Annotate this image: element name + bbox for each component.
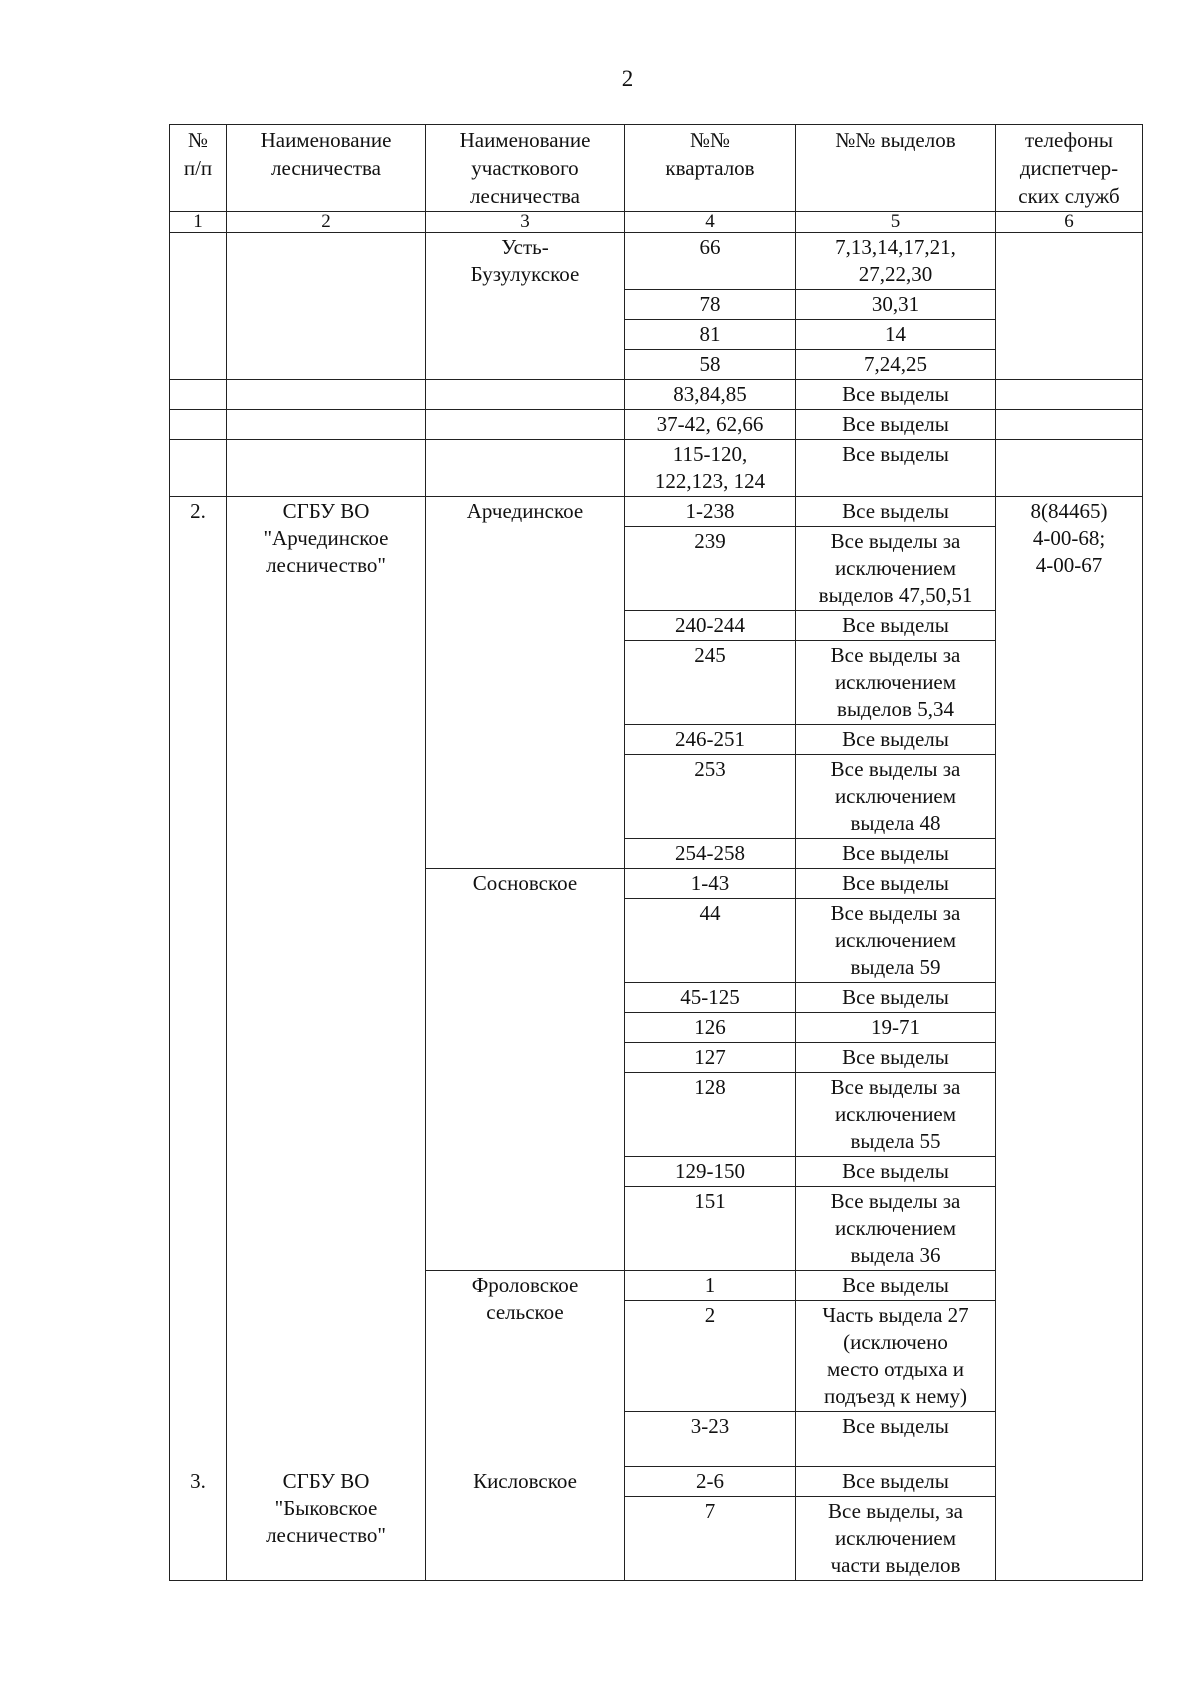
table-row <box>170 497 1143 527</box>
column-number: 5 <box>796 212 996 233</box>
district-cell <box>426 380 625 410</box>
forestry-cell <box>227 440 426 497</box>
quarter-cell: 245 <box>625 641 796 725</box>
forestry-cell <box>227 380 426 410</box>
number-cell: 3. <box>170 1467 227 1581</box>
header-forestry: Наименование лесничества <box>227 125 426 212</box>
quarter-cell: 128 <box>625 1073 796 1157</box>
table-row <box>170 233 1143 290</box>
forestry-cell: СГБУ ВО "Быковское лесничество" <box>227 1467 426 1581</box>
quarter-cell: 2 <box>625 1301 796 1412</box>
allotment-cell: Все выделы за исключением выдела 36 <box>796 1187 996 1271</box>
phone-cell <box>996 410 1143 440</box>
phone-cell <box>996 440 1143 497</box>
quarter-cell: 81 <box>625 320 796 350</box>
quarter-cell: 78 <box>625 290 796 320</box>
quarter-cell: 1-238 <box>625 497 796 527</box>
quarter-cell: 44 <box>625 899 796 983</box>
allotment-cell: Все выделы <box>796 440 996 497</box>
quarter-cell: 66 <box>625 233 796 290</box>
allotment-cell: 19-71 <box>796 1013 996 1043</box>
allotment-cell: 7,24,25 <box>796 350 996 380</box>
allotment-cell: 7,13,14,17,21, 27,22,30 <box>796 233 996 290</box>
district-cell <box>426 410 625 440</box>
quarter-cell: 239 <box>625 527 796 611</box>
number-cell: 2. <box>170 497 227 1467</box>
quarter-cell: 37-42, 62,66 <box>625 410 796 440</box>
allotment-cell: Все выделы <box>796 869 996 899</box>
quarter-cell: 83,84,85 <box>625 380 796 410</box>
allotment-cell: Все выделы за исключением выделов 5,34 <box>796 641 996 725</box>
column-number: 2 <box>227 212 426 233</box>
district-cell: Усть- Бузулукское <box>426 233 625 380</box>
allotment-cell: Все выделы <box>796 611 996 641</box>
column-number: 4 <box>625 212 796 233</box>
quarter-cell: 254-258 <box>625 839 796 869</box>
allotment-cell: Все выделы, за исключением части выделов <box>796 1497 996 1581</box>
forestry-cell: СГБУ ВО "Арчединское лесничество" <box>227 497 426 1467</box>
district-cell: Кисловское <box>426 1467 625 1581</box>
header-quarters: №№ кварталов <box>625 125 796 212</box>
table-body <box>170 233 1143 1581</box>
allotment-cell: Все выделы <box>796 1467 996 1497</box>
district-cell: Фроловское сельское <box>426 1271 625 1467</box>
page-number: 2 <box>621 66 634 91</box>
column-number: 1 <box>170 212 227 233</box>
allotment-cell: Все выделы <box>796 1157 996 1187</box>
column-number: 3 <box>426 212 625 233</box>
header-phones: телефоны диспетчер- ских служб <box>996 125 1143 212</box>
column-number: 6 <box>996 212 1143 233</box>
allotment-cell: Все выделы <box>796 1412 996 1467</box>
table-row <box>170 410 1143 440</box>
allotment-cell: Все выделы <box>796 1271 996 1301</box>
allotment-cell: Часть выдела 27 (исключено место отдыха и подъезд к нему) <box>796 1301 996 1412</box>
quarter-cell: 253 <box>625 755 796 839</box>
phone-cell <box>996 380 1143 410</box>
allotment-cell: Все выделы за исключением выдела 59 <box>796 899 996 983</box>
number-cell <box>170 380 227 410</box>
header-district: Наименование участкового лесничества <box>426 125 625 212</box>
quarter-cell: 127 <box>625 1043 796 1073</box>
quarter-cell: 3-23 <box>625 1412 796 1467</box>
forestry-cell <box>227 233 426 380</box>
quarter-cell: 45-125 <box>625 983 796 1013</box>
district-cell <box>426 440 625 497</box>
quarter-cell: 246-251 <box>625 725 796 755</box>
forest-allocation-table <box>169 124 1143 1581</box>
quarter-cell: 1 <box>625 1271 796 1301</box>
quarter-cell: 129-150 <box>625 1157 796 1187</box>
quarter-cell: 240-244 <box>625 611 796 641</box>
quarter-cell: 1-43 <box>625 869 796 899</box>
district-cell: Арчединское <box>426 497 625 869</box>
number-cell <box>170 233 227 380</box>
header-allotments: №№ выделов <box>796 125 996 212</box>
phone-cell <box>996 233 1143 380</box>
quarter-cell: 115-120, 122,123, 124 <box>625 440 796 497</box>
allotment-cell: Все выделы <box>796 380 996 410</box>
phone-cell <box>996 1467 1143 1581</box>
allotment-cell: 30,31 <box>796 290 996 320</box>
allotment-cell: Все выделы <box>796 1043 996 1073</box>
number-cell <box>170 410 227 440</box>
allotment-cell: Все выделы <box>796 983 996 1013</box>
number-cell <box>170 440 227 497</box>
allotment-cell: Все выделы <box>796 839 996 869</box>
phone-cell: 8(84465) 4-00-68; 4-00-67 <box>996 497 1143 1467</box>
allotment-cell: 14 <box>796 320 996 350</box>
table-row <box>170 1467 1143 1497</box>
quarter-cell: 151 <box>625 1187 796 1271</box>
allotment-cell: Все выделы <box>796 410 996 440</box>
forestry-cell <box>227 410 426 440</box>
quarter-cell: 7 <box>625 1497 796 1581</box>
header-number: № п/п <box>170 125 227 212</box>
allotment-cell: Все выделы <box>796 725 996 755</box>
allotment-cell: Все выделы за исключением выделов 47,50,51 <box>796 527 996 611</box>
allotment-cell: Все выделы за исключением выдела 48 <box>796 755 996 839</box>
column-number-row <box>170 212 1143 233</box>
district-cell: Сосновское <box>426 869 625 1271</box>
quarter-cell: 2-6 <box>625 1467 796 1497</box>
table-row <box>170 440 1143 497</box>
header-row <box>170 125 1143 212</box>
allotment-cell: Все выделы <box>796 497 996 527</box>
quarter-cell: 126 <box>625 1013 796 1043</box>
quarter-cell: 58 <box>625 350 796 380</box>
table-row <box>170 380 1143 410</box>
allotment-cell: Все выделы за исключением выдела 55 <box>796 1073 996 1157</box>
